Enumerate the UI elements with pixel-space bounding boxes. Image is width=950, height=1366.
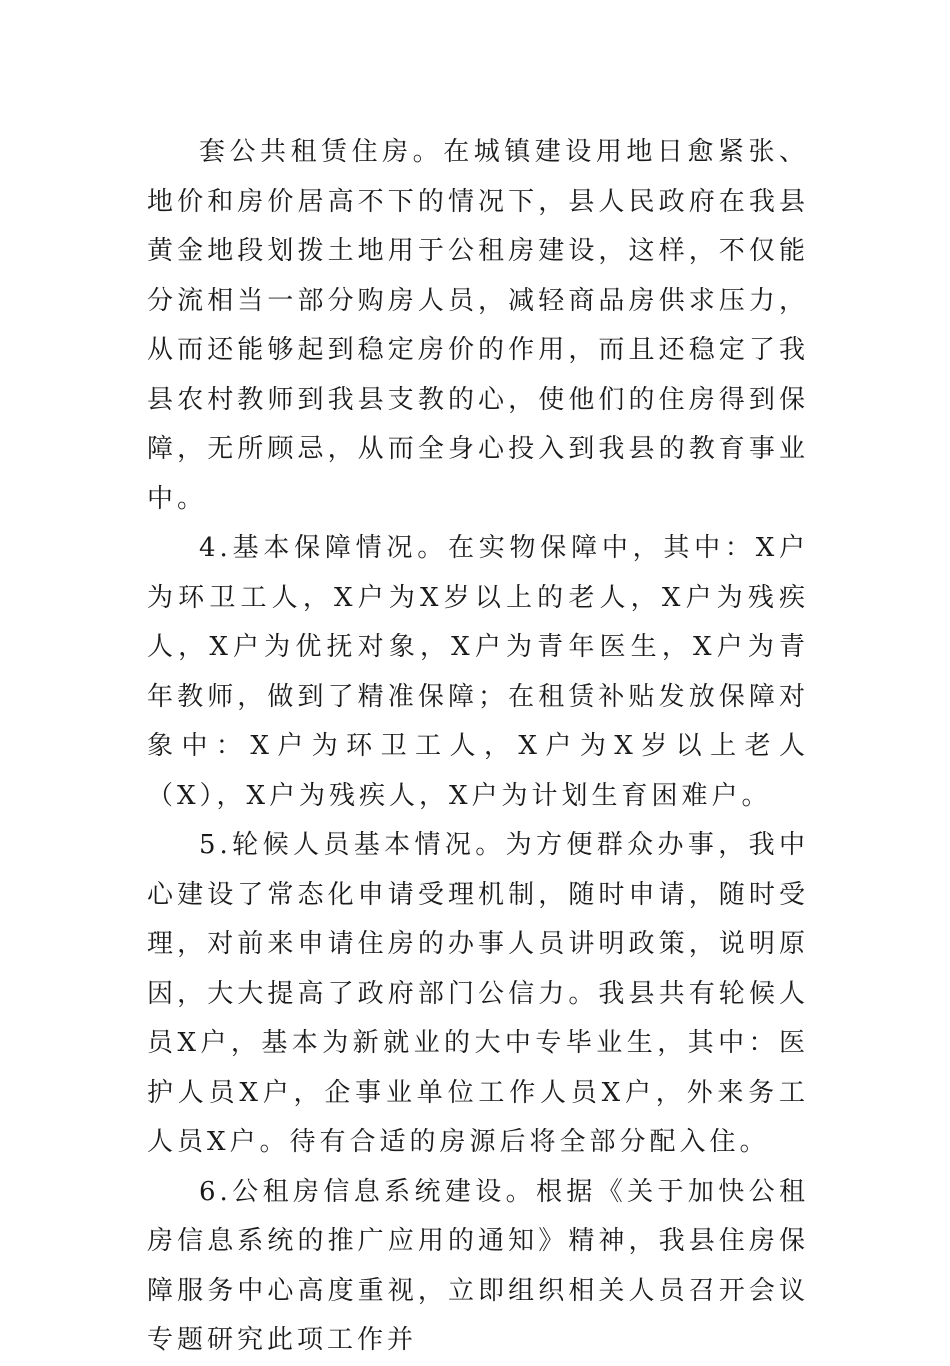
paragraph-basic-guarantee: 4.基本保障情况。在实物保障中，其中：X户为环卫工人，X户为X岁以上的老人，X户为残疾人，X户为优抚对象，X户为青年医生，X户为青年教师，做到了精准保障；在租赁补贴发放保障对象中：X户为环卫工人，X户为X岁以上老人（X），X户为残疾人，X户为计划生育困难户。 [147, 533, 809, 811]
paragraph-continuation: 套公共租赁住房。在城镇建设用地日愈紧张、地价和房价居高不下的情况下，县人民政府在我县黄金地段划拨土地用于公租房建设，这样，不仅能分流相当一部分购房人员，减轻商品房供求压力，从而还能够起到稳定房价的作用，而且还稳定了我县农村教师到我县支教的心，使他们的住房得到保障，无所顾忌，从而全身心投入到我县的教育事业中。 [147, 137, 809, 514]
document-body [147, 128, 809, 1366]
paragraph-info-system: 6.公租房信息系统建设。根据《关于加快公租房信息系统的推广应用的通知》精神，我县住房保障服务中心高度重视，立即组织相关人员召开会议专题研究此项工作并 [147, 1176, 809, 1355]
paragraph-waiting-list: 5.轮候人员基本情况。为方便群众办事，我中心建设了常态化申请受理机制，随时申请，随时受理，对前来申请住房的办事人员讲明政策，说明原因，大大提高了政府部门公信力。我县共有轮候人员X户，基本为新就业的大中专毕业生，其中：医护人员X户，企事业单位工作人员X户，外来务工人员X户。待有合适的房源后将全部分配入住。 [147, 830, 809, 1157]
